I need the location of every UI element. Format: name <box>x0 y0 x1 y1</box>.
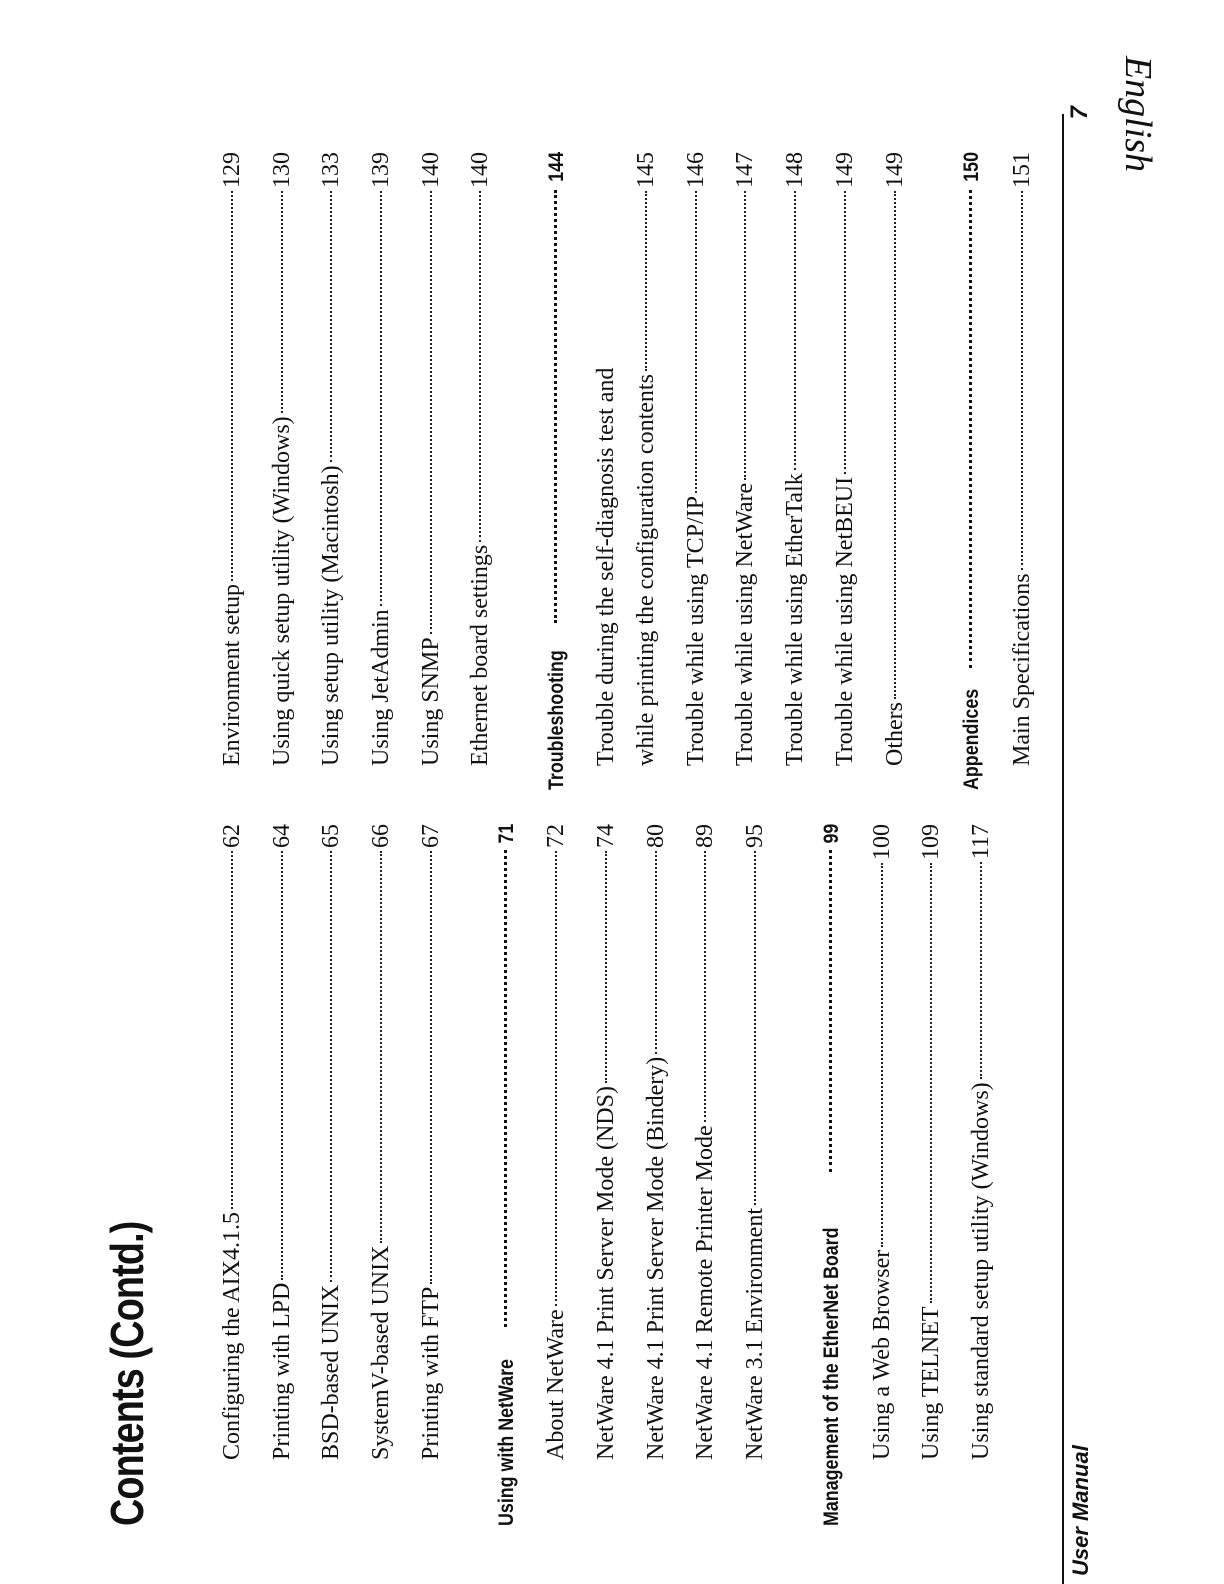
toc-page-number: 64 <box>269 824 295 848</box>
toc-entry-label: About NetWare <box>543 1309 569 1460</box>
page-title: Contents (Contd.) <box>101 1221 153 1526</box>
toc-page-number: 150 <box>960 152 983 182</box>
toc-entry[interactable] <box>1005 152 1039 766</box>
toc-page-number: 147 <box>732 152 758 188</box>
toc-entry[interactable] <box>738 824 772 1460</box>
toc-entry[interactable] <box>215 152 249 766</box>
toc-page-number: 65 <box>318 824 344 848</box>
language-side-label: English <box>1117 55 1159 173</box>
toc-entry-label: Printing with FTP <box>418 1286 444 1460</box>
toc-entry-label: Appendices <box>960 688 983 790</box>
toc-leader-dots <box>380 191 382 606</box>
toc-entry-label: Using SNMP <box>418 637 444 766</box>
toc-leader-dots <box>1021 191 1023 570</box>
toc-entry[interactable] <box>364 824 398 1460</box>
toc-entry-label: Main Specifications <box>1009 573 1035 766</box>
toc-section-heading[interactable] <box>490 824 524 1526</box>
toc-leader-dots <box>930 863 932 1303</box>
toc-entry[interactable] <box>265 824 299 1460</box>
toc-page-number: 89 <box>692 824 718 848</box>
toc-entry[interactable] <box>778 152 812 766</box>
toc-leader-dots <box>829 850 832 1171</box>
toc-entry-label: Printing with LPD <box>269 1282 295 1460</box>
toc-page-number: 146 <box>683 152 709 188</box>
toc-entry[interactable] <box>878 152 912 766</box>
toc-entry[interactable] <box>314 152 348 766</box>
toc-leader-dots <box>430 851 432 1284</box>
toc-leader-dots <box>281 851 283 1280</box>
toc-page-number: 71 <box>495 824 518 844</box>
toc-leader-dots <box>605 851 607 1083</box>
toc-leader-dots <box>330 851 332 1282</box>
toc-page-number: 149 <box>882 152 908 188</box>
toc-section-heading[interactable] <box>540 152 574 790</box>
toc-entry-label: Trouble while using TCP/IP <box>683 495 709 766</box>
toc-entry-label: Trouble while using EtherTalk <box>782 473 808 766</box>
toc-entry-label: Configuring the AIX4.1.5 <box>219 1212 245 1460</box>
toc-leader-dots <box>380 851 382 1243</box>
toc-page-number: 95 <box>742 824 768 848</box>
toc-page-number: 100 <box>869 824 895 860</box>
toc-page-number: 140 <box>467 152 493 188</box>
toc-leader-dots <box>479 191 481 542</box>
toc-leader-dots <box>281 191 283 413</box>
toc-page-number: 80 <box>643 824 669 848</box>
toc-entry[interactable] <box>463 152 497 766</box>
toc-page-number: 117 <box>968 824 994 860</box>
toc-entry[interactable] <box>314 824 348 1460</box>
toc-page-number: 140 <box>418 152 444 188</box>
toc-entry[interactable] <box>964 824 998 1460</box>
toc-leader-dots <box>504 850 507 1326</box>
toc-page-number: 99 <box>820 824 843 844</box>
toc-entry[interactable] <box>539 824 573 1460</box>
footer-page-number: 7 <box>1066 106 1093 120</box>
toc-leader-dots <box>881 863 883 1247</box>
toc-entry-label: Others <box>882 702 908 766</box>
toc-leader-dots <box>894 191 896 699</box>
toc-entry-label-line1: Trouble during the self-diagnosis test and <box>593 367 619 766</box>
toc-entry[interactable] <box>589 824 623 1460</box>
toc-entry-label: NetWare 4.1 Print Server Mode (NDS) <box>593 1086 619 1460</box>
toc-entry-label: Environment setup <box>219 584 245 766</box>
toc-page-number: 74 <box>593 824 619 848</box>
toc-page-number: 149 <box>832 152 858 188</box>
toc-entry[interactable] <box>639 824 673 1460</box>
toc-leader-dots <box>980 862 982 1079</box>
toc-entry-label: Using with NetWare <box>495 1359 518 1526</box>
toc-page-number: 130 <box>269 152 295 188</box>
toc-leader-dots <box>231 851 233 1209</box>
toc-entry-label: Management of the EtherNet Board <box>820 1227 843 1526</box>
toc-entry[interactable] <box>265 152 299 766</box>
toc-entry-label: Using a Web Browser <box>869 1249 895 1460</box>
toc-entry-label: Trouble while using NetBEUI <box>832 476 858 766</box>
toc-entry-label: SystemV-based UNIX <box>368 1245 394 1460</box>
toc-leader-dots <box>704 851 706 1122</box>
toc-leader-dots <box>969 190 972 668</box>
toc-entry[interactable] <box>414 824 448 1460</box>
toc-page-number: 67 <box>418 824 444 848</box>
toc-entry[interactable] <box>414 152 448 766</box>
toc-entry-label: Ethernet board settings <box>467 544 493 766</box>
footer-manual-title: User Manual <box>1068 1445 1093 1576</box>
toc-leader-dots <box>844 191 846 474</box>
toc-entry-label: Using quick setup utility (Windows) <box>269 416 295 766</box>
toc-entry-label: Using setup utility (Macintosh) <box>318 465 344 766</box>
footer-rule <box>1062 114 1064 1584</box>
toc-page-number: 148 <box>782 152 808 188</box>
toc-entry[interactable] <box>688 824 722 1460</box>
toc-page-number: 144 <box>545 152 568 182</box>
toc-entry-label: BSD-based UNIX <box>318 1284 344 1460</box>
toc-page-number: 72 <box>543 824 569 848</box>
toc-leader-dots <box>231 191 233 581</box>
toc-entry[interactable] <box>914 824 948 1460</box>
toc-entry-label: while printing the configuration contents <box>633 374 659 766</box>
toc-page-number: 139 <box>368 152 394 188</box>
toc-page-number: 109 <box>918 824 944 860</box>
toc-entry[interactable] <box>364 152 398 766</box>
toc-leader-dots <box>794 191 796 470</box>
toc-entry-label: NetWare 4.1 Remote Printer Mode <box>692 1125 718 1460</box>
toc-section-heading[interactable] <box>955 152 989 790</box>
toc-entry[interactable] <box>865 824 899 1460</box>
toc-leader-dots <box>754 851 756 1205</box>
toc-entry-label: Using JetAdmin <box>368 609 394 766</box>
toc-leader-dots <box>645 191 647 371</box>
toc-entry-label: Using TELNET <box>918 1306 944 1460</box>
toc-entry[interactable] <box>215 824 249 1460</box>
toc-page-number: 129 <box>219 152 245 188</box>
toc-entry-label: Using standard setup utility (Windows) <box>968 1082 994 1460</box>
toc-entry-label: NetWare 3.1 Environment <box>742 1208 768 1460</box>
toc-entry[interactable] <box>629 152 663 766</box>
toc-leader-dots <box>554 190 557 622</box>
toc-leader-dots <box>695 191 697 493</box>
toc-leader-dots <box>555 851 557 1306</box>
toc-page-number: 133 <box>318 152 344 188</box>
toc-page-number: 62 <box>219 824 245 848</box>
toc-entry[interactable] <box>679 152 713 766</box>
toc-leader-dots <box>655 851 657 1054</box>
toc-entry[interactable] <box>828 152 862 766</box>
toc-leader-dots <box>744 191 746 480</box>
toc-leader-dots <box>330 191 332 462</box>
toc-entry-label: NetWare 4.1 Print Server Mode (Bindery) <box>643 1056 669 1460</box>
toc-entry-label: Troubleshooting <box>545 650 568 790</box>
toc-entry-label: Trouble while using NetWare <box>732 482 758 766</box>
toc-section-heading[interactable] <box>815 824 849 1526</box>
toc-leader-dots <box>430 191 432 634</box>
toc-page-number: 66 <box>368 824 394 848</box>
toc-page-number: 151 <box>1009 152 1035 188</box>
toc-entry[interactable] <box>728 152 762 766</box>
toc-page-number: 145 <box>633 152 659 188</box>
